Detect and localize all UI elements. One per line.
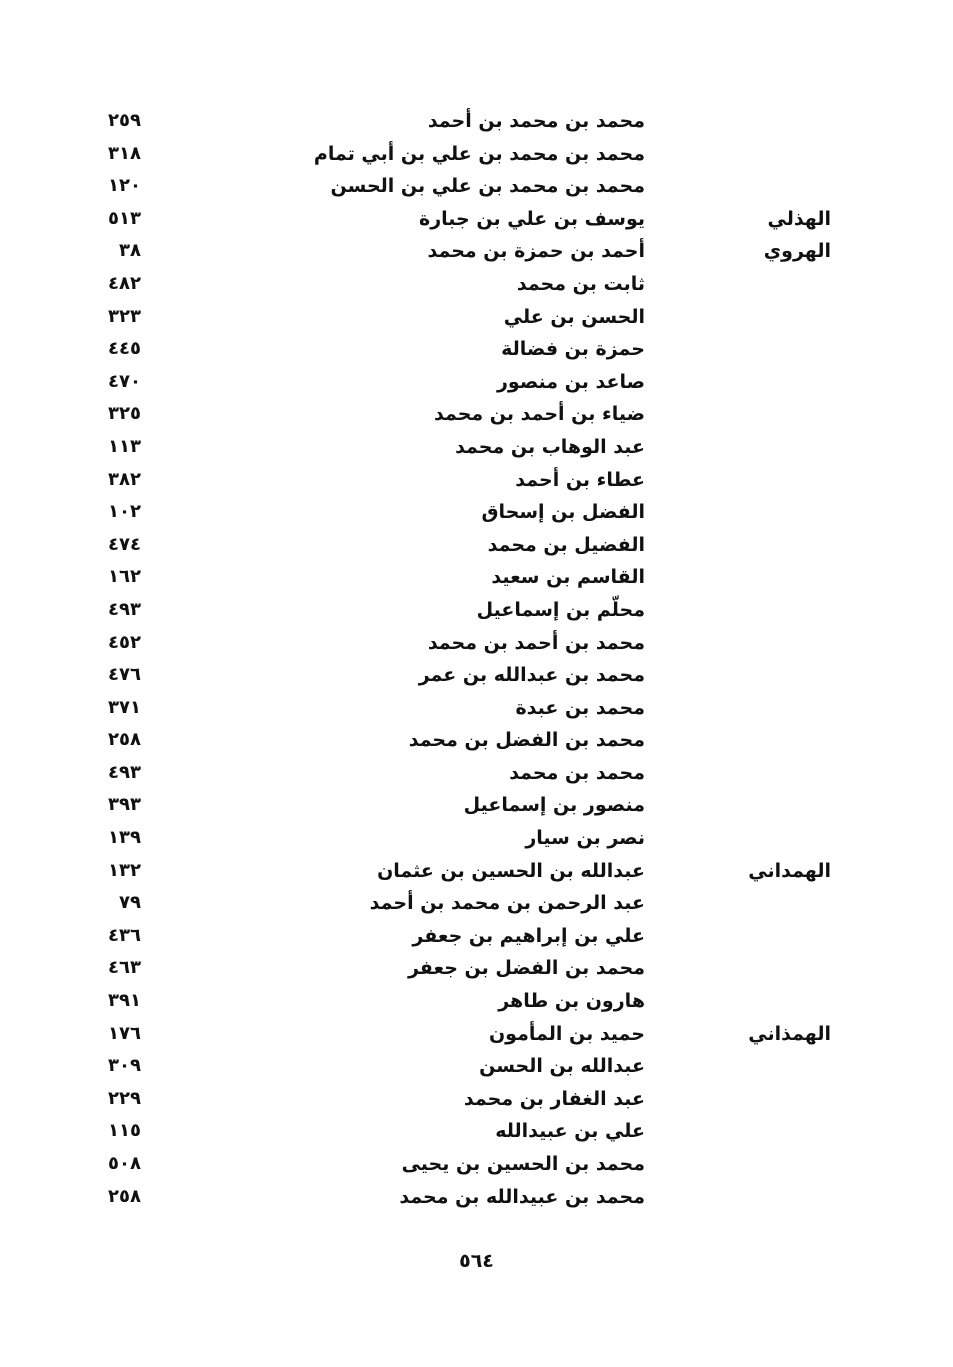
entry-page-ref: ٤٣٦ [108,924,141,946]
entry-page-ref: ٢٥٨ [108,729,141,751]
index-entry [0,333,953,366]
entry-page-ref: ٤٧٠ [108,370,141,392]
entry-page-ref: ٤٧٤ [108,533,141,555]
index-entry [0,1148,953,1181]
entry-page-ref: ٣٢٣ [108,305,141,327]
entry-nisba: الهذلي [767,207,831,230]
index-entry [0,659,953,692]
index-entry [0,268,953,301]
entry-name: منصور بن إسماعيل [463,794,645,817]
entry-page-ref: ١١٥ [108,1120,141,1142]
index-entry [0,855,953,888]
index-entry [0,724,953,757]
entry-name: أحمد بن حمزة بن محمد [427,240,645,263]
entry-page-ref: ١٣٢ [108,859,141,881]
entry-name: محمد بن أحمد بن محمد [427,631,645,654]
index-entry [0,1018,953,1051]
entry-name: محمد بن الفضل بن محمد [408,729,645,752]
index-entry [0,1083,953,1116]
entry-page-ref: ٤٥٢ [108,631,141,653]
entry-page-ref: ٤٩٣ [108,598,141,620]
entry-nisba: الهمداني [748,859,831,882]
entry-name: حمزة بن فضالة [501,338,645,361]
entry-name: حميد بن المأمون [488,1022,645,1045]
index-entry [0,105,953,138]
index-entry [0,1050,953,1083]
entry-page-ref: ٣٩٣ [108,794,141,816]
entry-name: محمد بن عبيدالله بن محمد [399,1185,645,1208]
index-entry [0,692,953,725]
index-entry [0,561,953,594]
entry-page-ref: ٣٧١ [108,696,141,718]
entry-page-ref: ٤٧٦ [108,664,141,686]
index-entry [0,529,953,562]
entry-name: نصر بن سيار [525,827,645,850]
entry-name: محمد بن محمد [509,761,645,784]
entry-page-ref: ٥٠٨ [108,1153,141,1174]
index-entry [0,627,953,660]
entry-name: عبد الغفار بن محمد [463,1087,645,1110]
entry-name: عبد الرحمن بن محمد بن أحمد [369,892,645,915]
entry-name: القاسم بن سعيد [491,566,645,589]
index-entry [0,398,953,431]
index-entry [0,985,953,1018]
entry-page-ref: ١٦٢ [108,566,141,588]
entry-page-ref: ٣٠٩ [108,1055,141,1077]
page-number: ٥٦٤ [459,1250,494,1272]
index-entry [0,594,953,627]
entry-nisba: الهمذاني [748,1022,831,1045]
index-entry [0,496,953,529]
index-list [0,105,953,1213]
entry-page-ref: ٢٥٩ [108,110,141,131]
entry-name: علي بن عبيدالله [495,1120,645,1143]
index-entry [0,789,953,822]
entry-page-ref: ١٠٢ [108,501,141,523]
entry-name: محمد بن محمد بن علي بن الحسن [330,175,645,198]
entry-page-ref: ٣٨٢ [108,468,141,490]
index-entry [0,822,953,855]
index-entry [0,757,953,790]
entry-name: يوسف بن علي بن جبارة [419,207,645,230]
entry-page-ref: ٣١٨ [108,142,141,164]
index-entry [0,1115,953,1148]
entry-name: محمد بن الفضل بن جعفر [407,957,645,980]
entry-name: صاعد بن منصور [496,370,645,393]
entry-page-ref: ١٣٩ [108,827,141,849]
index-entry [0,1181,953,1214]
index-entry [0,464,953,497]
entry-page-ref: ٥١٣ [108,207,141,229]
index-entry [0,952,953,985]
entry-name: عطاء بن أحمد [515,468,645,491]
entry-page-ref: ٣٢٥ [108,403,141,425]
entry-page-ref: ٣٨ [119,240,141,262]
entry-name: علي بن إبراهيم بن جعفر [412,924,645,947]
entry-page-ref: ٤٨٢ [108,272,141,294]
entry-page-ref: ١١٣ [108,435,141,457]
entry-page-ref: ٣٩١ [108,990,141,1012]
index-entry [0,138,953,171]
index-entry [0,887,953,920]
index-entry [0,301,953,334]
entry-page-ref: ٤٩٣ [108,761,141,783]
entry-name: الفضل بن إسحاق [481,501,645,524]
entry-nisba: الهروي [763,240,831,263]
index-entry [0,203,953,236]
entry-name: محمد بن عبدالله بن عمر [418,664,645,687]
index-entry [0,431,953,464]
entry-name: عبدالله بن الحسين بن عثمان [377,859,645,882]
entry-name: الحسن بن علي [503,305,645,328]
entry-name: محمد بن عبدة [515,696,645,719]
entry-page-ref: ٤٤٥ [108,338,141,360]
entry-page-ref: ١٧٦ [108,1022,141,1044]
entry-page-ref: ٧٩ [119,892,141,914]
index-entry [0,366,953,399]
index-entry [0,920,953,953]
entry-name: محمد بن محمد بن علي بن أبي تمام [313,142,645,165]
entry-name: عبد الوهاب بن محمد [455,435,645,458]
entry-page-ref: ٢٥٨ [108,1185,141,1207]
entry-page-ref: ٤٦٣ [108,957,141,979]
entry-page-ref: ١٢٠ [108,175,141,197]
entry-name: محمد بن الحسين بن يحيى [401,1153,645,1175]
entry-name: عبدالله بن الحسن [479,1055,645,1078]
index-entry [0,170,953,203]
entry-name: ضياء بن أحمد بن محمد [434,403,645,426]
entry-name: هارون بن طاهر [498,990,645,1013]
entry-name: محلّم بن إسماعيل [476,598,645,621]
entry-name: ثابت بن محمد [516,272,645,295]
entry-name: الفضيل بن محمد [487,533,645,556]
index-entry [0,235,953,268]
entry-page-ref: ٢٢٩ [108,1087,141,1109]
entry-name: محمد بن محمد بن أحمد [427,110,645,132]
